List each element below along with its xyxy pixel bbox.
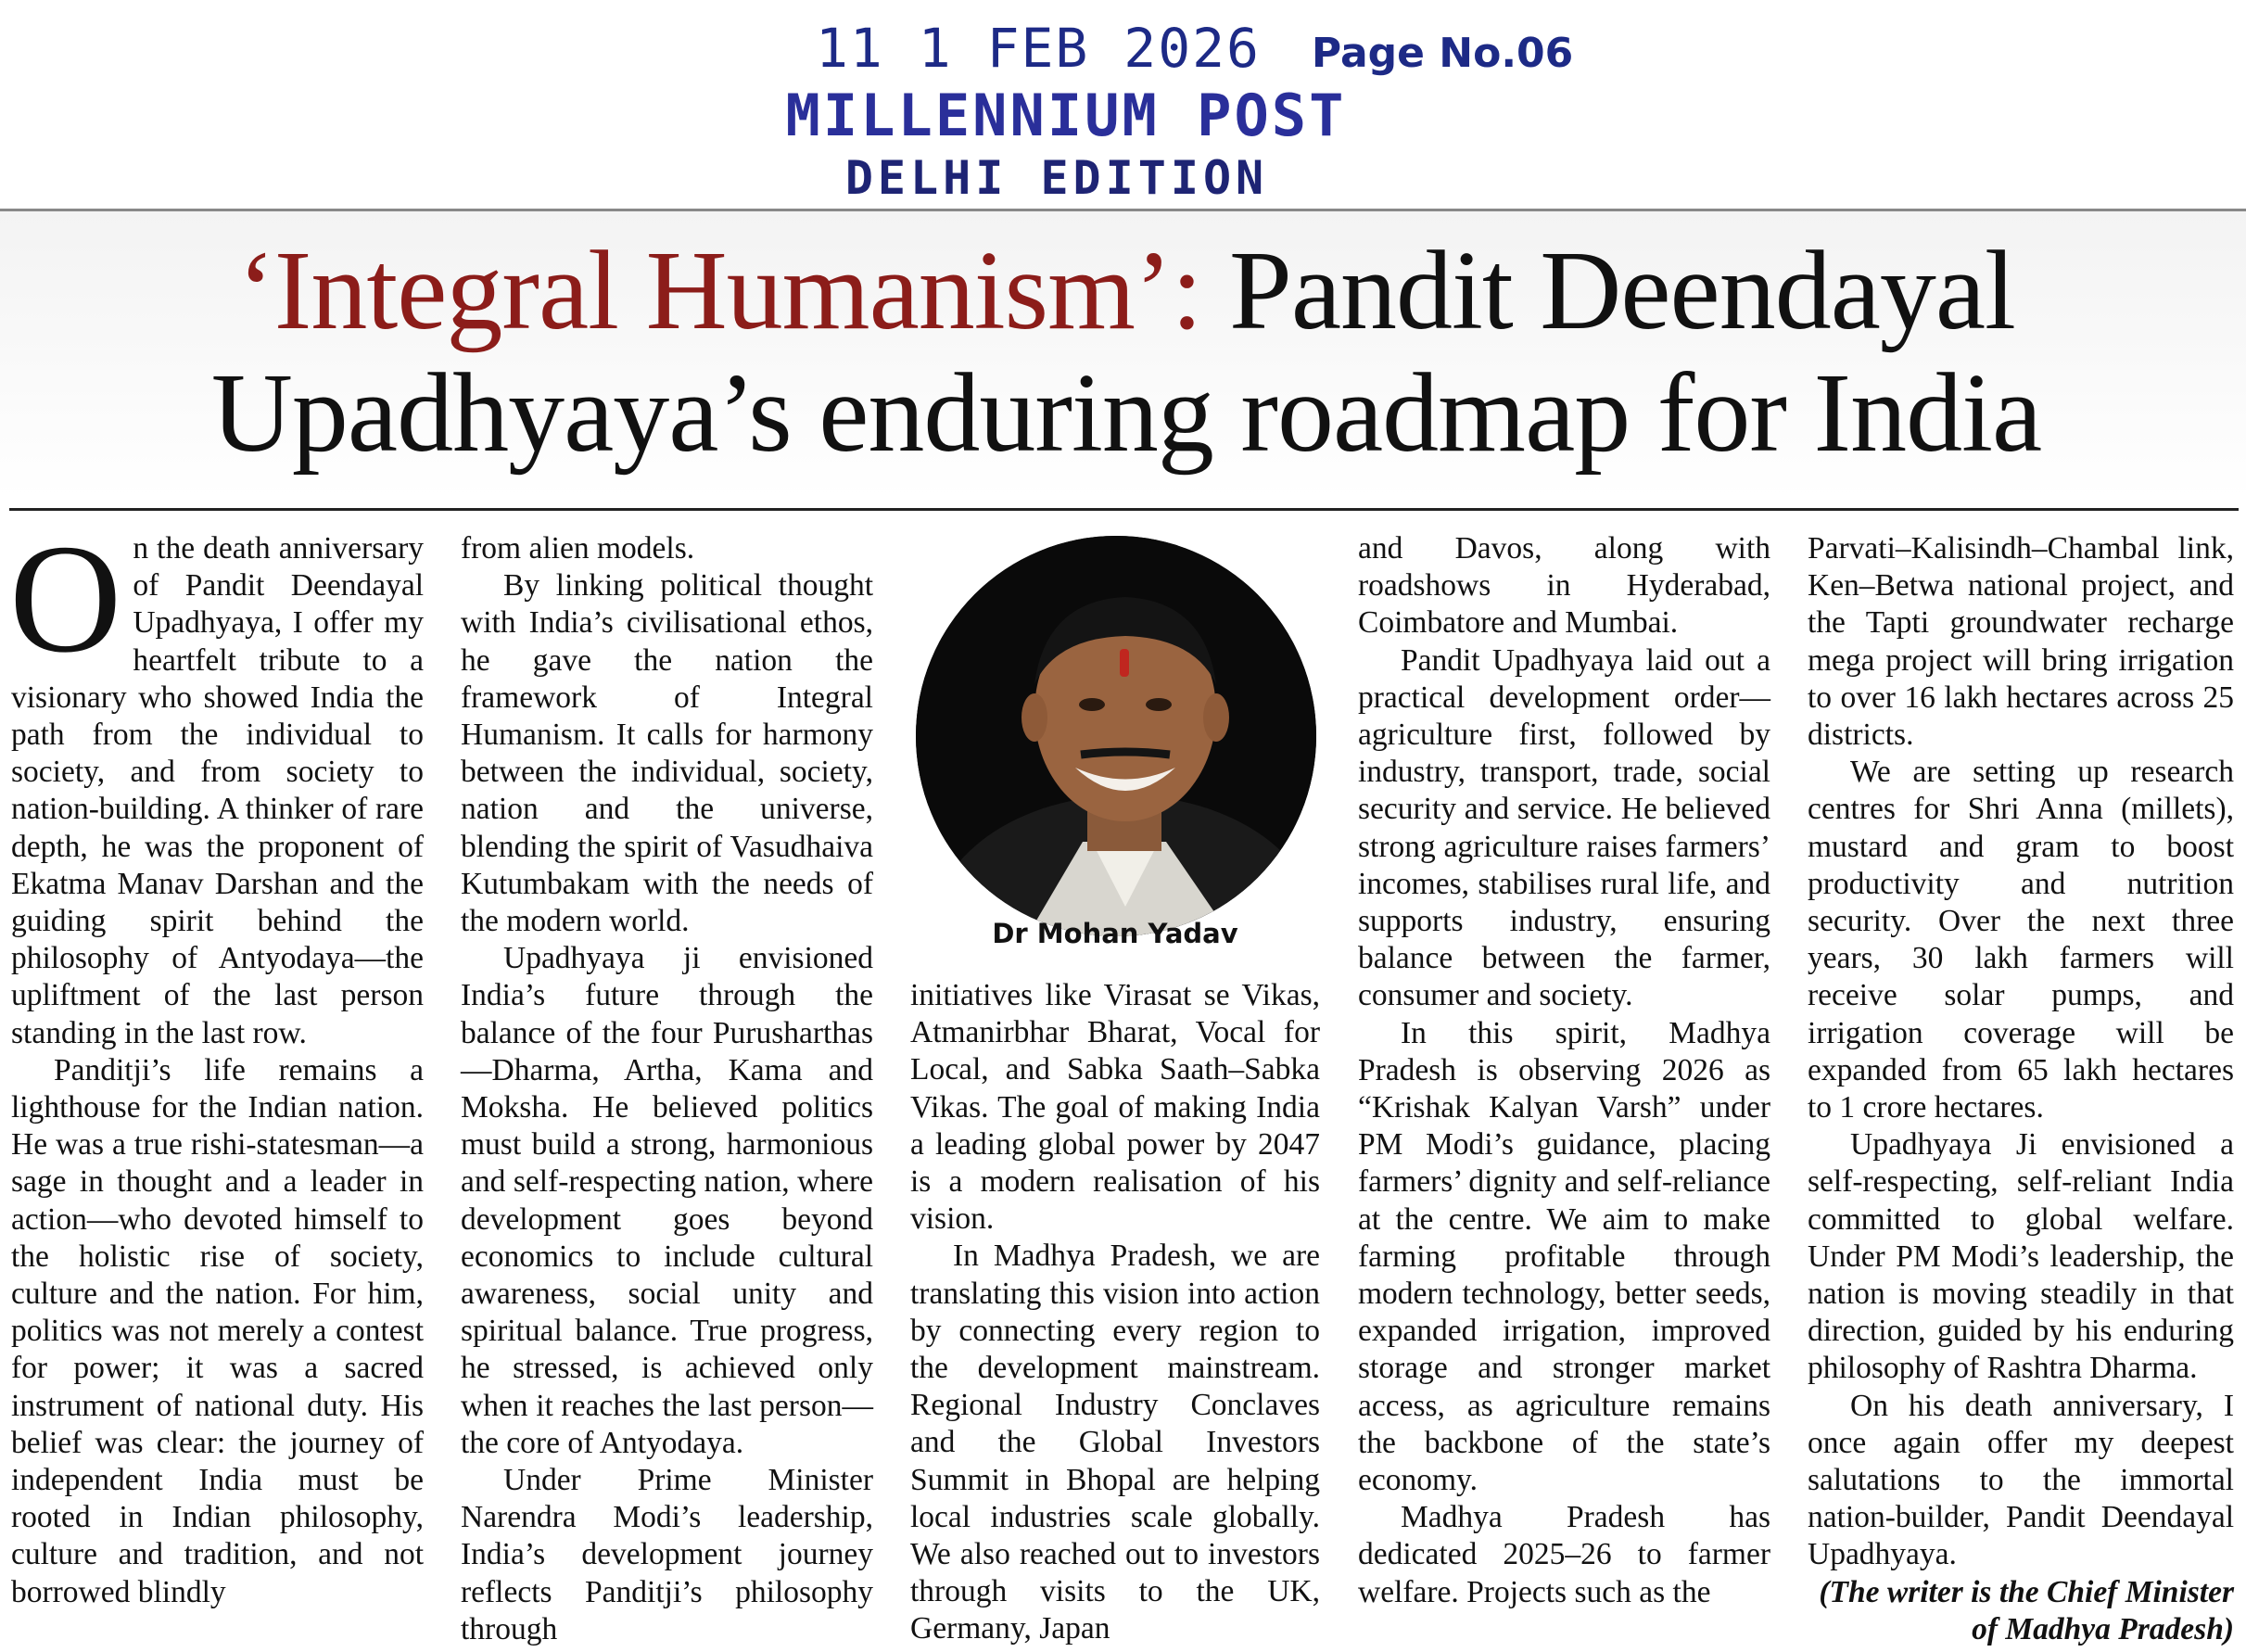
paragraph: Under Prime Minister Narendra Modi’s leadership, India’s development journey reflects Panditji’s philosophy through: [461, 1463, 873, 1646]
opening-text: n the death anniversary of Pandit Deendayal Upadhyaya, I offer my heartfelt tribute to a visionary who showed India the path from the individual to society, and from society to nation-building. A thinker of rare depth, he was the proponent of Ekatma Manav Darshan and the guiding spirit behind the philosophy of Antyodaya—the upliftment of the last person standing in the last row.: [11, 531, 424, 1050]
portrait-illustration: [916, 536, 1316, 936]
paragraph: On his death anniversary, I once again offer my deepest salutations to the immortal nation-builder, Pandit Deendayal Upadhyaya.: [1808, 1388, 2234, 1572]
article-column-3: [910, 977, 1320, 1648]
paragraph: Madhya Pradesh has dedicated 2025–26 to farmer welfare. Projects such as the: [1358, 1500, 1770, 1609]
paragraph: By linking political thought with India’s civilisational ethos, he gave the nation the framework of Integral Humanism. It calls for harmony between the individual, society, nation and the universe, blending the spirit of Vasudhaiva Kutumbakam with the needs of the modern world.: [461, 568, 873, 939]
paragraph: Upadhyaya ji envisioned India’s future through the balance of the four Purusharthas—Dharma, Artha, Kama and Moksha. He believed politics must build a strong, harmonious and self-respecting nation, where development goes beyond economics to include cultural awareness, social unity and spiritual balance. True progress, he stressed, is achieved only when it reaches the last person—the core of Antyodaya.: [461, 941, 873, 1460]
paragraph: In this spirit, Madhya Pradesh is observing 2026 as “Krishak Kalyan Varsh” under PM Modi’s guidance, placing farmers’ dignity and self-reliance at the centre. We aim to make farming profitable through modern technology, better seeds, expanded irrigation, improved storage and stronger market access, as agriculture remains the backbone of the state’s economy.: [1358, 1015, 1770, 1498]
headline-quoted-term: ‘Integral Humanism’:: [237, 228, 1202, 353]
stamp-date: 11 1 FEB 2026: [816, 17, 1261, 80]
stamp-page-number: Page No.06: [1311, 30, 1574, 77]
paragraph-continued: from alien models.: [461, 531, 695, 565]
article-column-2: [461, 530, 873, 1648]
paragraph: In Madhya Pradesh, we are translating this vision into action by connecting every region to the development mainstream. Regional Industry Conclaves and the Global Investors Summit in Bhopal are helping local industries scale globally. We also reached out to investors through visits to the UK, Germany, Japan: [910, 1239, 1320, 1646]
article-column-4: [1358, 530, 1770, 1611]
writer-note: (The writer is the Chief Minister of Madhya Pradesh): [1819, 1574, 2234, 1646]
paragraph: Upadhyaya Ji envisioned a self-respecting, self-reliant India committed to global welfare. Under PM Modi’s leadership, the nation is moving steadily in that direction, guided by his enduring philosophy of Rashtra Dharma.: [1808, 1127, 2234, 1386]
article-column-1: [9, 513, 424, 1611]
paragraph: We are setting up research centres for Shri Anna (millets), mustard and gram to boost productivity and nutrition security. Over the next three years, 30 lakh farmers will receive solar pumps, and irrigation coverage will be expanded from 65 lakh hectares to 1 crore hectares.: [1808, 755, 2234, 1125]
photo-caption: Dr Mohan Yadav: [992, 918, 1238, 949]
paragraph-opening: [9, 513, 424, 1052]
author-portrait-photo: [916, 536, 1316, 936]
top-rule: [0, 209, 2246, 211]
publication-date-stamp: [816, 17, 1576, 80]
paragraph-continued: initiatives like Virasat se Vikas, Atmanirbhar Bharat, Vocal for Local, and Sabka Saath–Sabka Vikas. The goal of making India a leading global power by 2047 is a modern realisation of his vision.: [910, 978, 1320, 1237]
paragraph: Pandit Upadhyaya laid out a practical development order—agriculture first, followed by industry, transport, trade, social security and service. He believed strong agriculture raises farmers’ incomes, stabilises rural life, and supports industry, ensuring balance between the farmer, consumer and society.: [1358, 642, 1770, 1013]
article-column-5: [1808, 530, 2234, 1648]
paragraph: Panditji’s life remains a lighthouse for the Indian nation. He was a true rishi-statesman—a sage in thought and a leader in action—who devoted himself to the holistic rise of society, culture and the nation. For him, politics was not merely a contest for power; it was a sacred instrument of national duty. His belief was clear: the journey of independent India must be rooted in Indian philosophy, culture and tradition, and not borrowed blindly: [11, 1052, 424, 1609]
article-headline: [37, 230, 2215, 475]
paragraph-continued: and Davos, along with roadshows in Hyderabad, Coimbatore and Mumbai.: [1358, 531, 1770, 641]
headline-rest: Pandit Deendayal Upadhyaya’s enduring roadmap for India: [210, 228, 2042, 476]
drop-cap: O: [9, 513, 122, 685]
headline-rule: [9, 508, 2239, 511]
edition-stamp: DELHI EDITION: [844, 151, 1269, 205]
paragraph-continued: Parvati–Kalisindh–Chambal link, Ken–Betwa national project, and the Tapti groundwater recharge mega project will bring irrigation to over 16 lakh hectares across 25 districts.: [1808, 531, 2234, 753]
publication-name-stamp: MILLENNIUM POST: [785, 82, 1347, 149]
